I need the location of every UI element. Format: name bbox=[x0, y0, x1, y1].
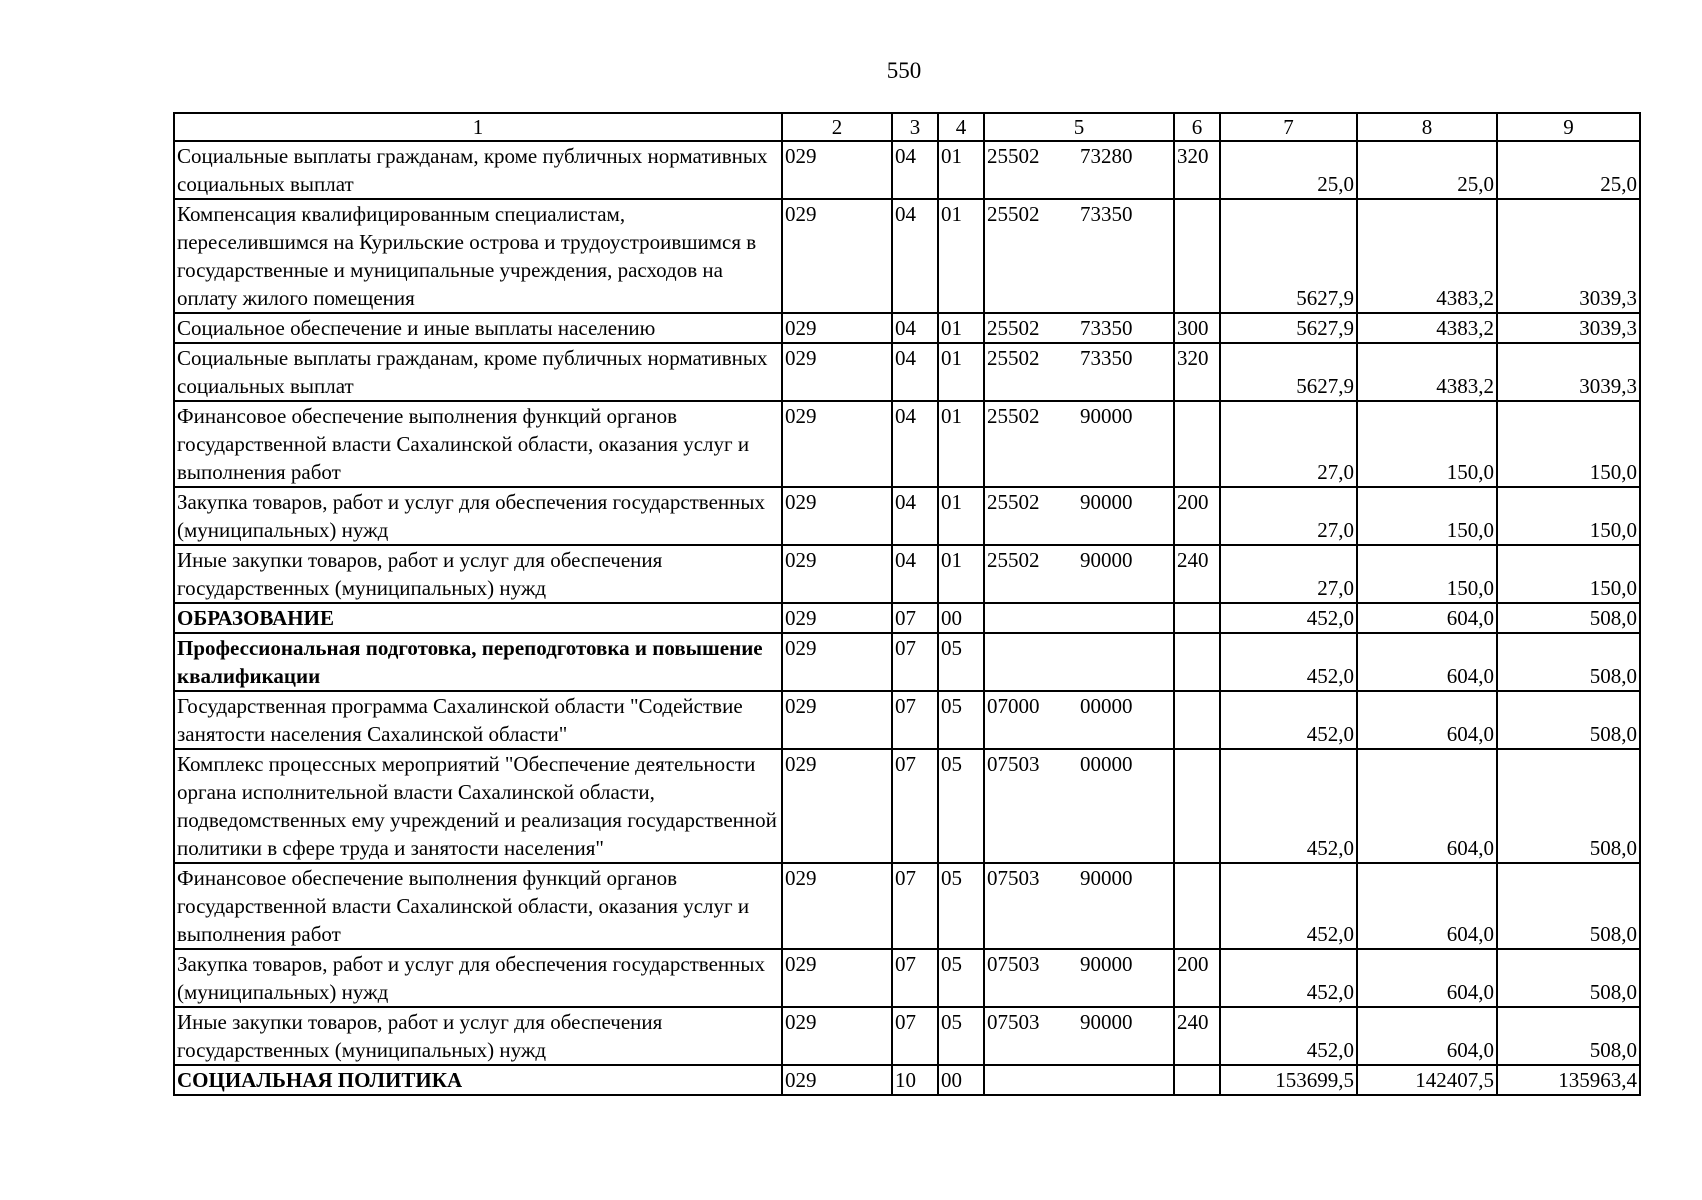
section-code-cell: 07 bbox=[892, 633, 938, 691]
amount-col8-cell: 150,0 bbox=[1357, 401, 1497, 487]
amount-col7-cell: 5627,9 bbox=[1220, 343, 1357, 401]
target-article-cell bbox=[984, 487, 1174, 545]
section-code-cell: 07 bbox=[892, 863, 938, 949]
admin-code-cell: 029 bbox=[782, 1007, 892, 1065]
direction-code: 00000 bbox=[1080, 752, 1133, 776]
table-row bbox=[174, 863, 1640, 949]
amount-col8-cell: 604,0 bbox=[1357, 603, 1497, 633]
amount-col9-cell: 508,0 bbox=[1497, 633, 1640, 691]
amount-col7-cell: 452,0 bbox=[1220, 633, 1357, 691]
subsection-code-cell: 01 bbox=[938, 199, 984, 313]
program-code: 07503 bbox=[987, 866, 1040, 890]
table-row bbox=[174, 749, 1640, 863]
admin-code-cell: 029 bbox=[782, 603, 892, 633]
direction-code: 73350 bbox=[1080, 202, 1133, 226]
expense-type-cell bbox=[1174, 633, 1220, 691]
subsection-code-cell: 05 bbox=[938, 1007, 984, 1065]
amount-col9-cell: 508,0 bbox=[1497, 949, 1640, 1007]
amount-col8-cell: 4383,2 bbox=[1357, 199, 1497, 313]
expense-type-cell: 200 bbox=[1174, 487, 1220, 545]
target-article-cell bbox=[984, 199, 1174, 313]
amount-col9-cell: 135963,4 bbox=[1497, 1065, 1640, 1095]
table-row bbox=[174, 603, 1640, 633]
admin-code-cell: 029 bbox=[782, 691, 892, 749]
expense-type-cell: 240 bbox=[1174, 545, 1220, 603]
column-header: 8 bbox=[1357, 113, 1497, 141]
admin-code-cell: 029 bbox=[782, 343, 892, 401]
row-name-cell: ОБРАЗОВАНИЕ bbox=[174, 603, 782, 633]
column-header: 4 bbox=[938, 113, 984, 141]
amount-col9-cell: 508,0 bbox=[1497, 863, 1640, 949]
amount-col7-cell: 452,0 bbox=[1220, 1007, 1357, 1065]
program-code: 25502 bbox=[987, 548, 1040, 572]
table-row bbox=[174, 633, 1640, 691]
subsection-code-cell: 01 bbox=[938, 487, 984, 545]
amount-col9-cell: 3039,3 bbox=[1497, 313, 1640, 343]
amount-col8-cell: 150,0 bbox=[1357, 487, 1497, 545]
column-header: 1 bbox=[174, 113, 782, 141]
amount-col7-cell: 5627,9 bbox=[1220, 199, 1357, 313]
amount-col7-cell: 452,0 bbox=[1220, 603, 1357, 633]
direction-code: 90000 bbox=[1080, 548, 1133, 572]
amount-col7-cell: 452,0 bbox=[1220, 863, 1357, 949]
admin-code-cell: 029 bbox=[782, 949, 892, 1007]
direction-code: 73280 bbox=[1080, 144, 1133, 168]
row-name-cell: Иные закупки товаров, работ и услуг для обеспечения государственных (муниципальных) нужд bbox=[174, 545, 782, 603]
program-code: 07503 bbox=[987, 952, 1040, 976]
table-row bbox=[174, 691, 1640, 749]
direction-code: 00000 bbox=[1080, 694, 1133, 718]
program-code: 25502 bbox=[987, 144, 1040, 168]
column-header: 6 bbox=[1174, 113, 1220, 141]
subsection-code-cell: 05 bbox=[938, 949, 984, 1007]
program-code: 25502 bbox=[987, 202, 1040, 226]
amount-col9-cell: 150,0 bbox=[1497, 401, 1640, 487]
row-name-cell: Социальные выплаты гражданам, кроме публичных нормативных социальных выплат bbox=[174, 343, 782, 401]
row-name-cell: Комплекс процессных мероприятий "Обеспечение деятельности органа исполнительной власти Сахалинской области, подведомственных ему учреждений и реализация государственной политики в сфере труда и занятости населения" bbox=[174, 749, 782, 863]
row-name-cell: Социальные выплаты гражданам, кроме публичных нормативных социальных выплат bbox=[174, 141, 782, 199]
row-name-cell: Профессиональная подготовка, переподготовка и повышение квалификации bbox=[174, 633, 782, 691]
target-article-cell bbox=[984, 749, 1174, 863]
amount-col8-cell: 604,0 bbox=[1357, 949, 1497, 1007]
row-name-cell: Иные закупки товаров, работ и услуг для обеспечения государственных (муниципальных) нужд bbox=[174, 1007, 782, 1065]
table-row bbox=[174, 343, 1640, 401]
row-name-cell: СОЦИАЛЬНАЯ ПОЛИТИКА bbox=[174, 1065, 782, 1095]
subsection-code-cell: 05 bbox=[938, 863, 984, 949]
expense-type-cell bbox=[1174, 749, 1220, 863]
table-row bbox=[174, 1065, 1640, 1095]
direction-code: 73350 bbox=[1080, 316, 1133, 340]
admin-code-cell: 029 bbox=[782, 863, 892, 949]
subsection-code-cell: 01 bbox=[938, 401, 984, 487]
admin-code-cell: 029 bbox=[782, 313, 892, 343]
expense-type-cell bbox=[1174, 603, 1220, 633]
amount-col7-cell: 452,0 bbox=[1220, 749, 1357, 863]
target-article-cell bbox=[984, 949, 1174, 1007]
admin-code-cell: 029 bbox=[782, 487, 892, 545]
subsection-code-cell: 01 bbox=[938, 141, 984, 199]
target-article-cell bbox=[984, 343, 1174, 401]
admin-code-cell: 029 bbox=[782, 1065, 892, 1095]
target-article-cell bbox=[984, 603, 1174, 633]
table-row bbox=[174, 313, 1640, 343]
amount-col7-cell: 5627,9 bbox=[1220, 313, 1357, 343]
admin-code-cell: 029 bbox=[782, 749, 892, 863]
amount-col9-cell: 150,0 bbox=[1497, 487, 1640, 545]
amount-col8-cell: 604,0 bbox=[1357, 633, 1497, 691]
row-name-cell: Государственная программа Сахалинской области "Содействие занятости населения Сахалинской области" bbox=[174, 691, 782, 749]
amount-col7-cell: 27,0 bbox=[1220, 545, 1357, 603]
amount-col9-cell: 25,0 bbox=[1497, 141, 1640, 199]
amount-col8-cell: 604,0 bbox=[1357, 1007, 1497, 1065]
target-article-cell bbox=[984, 401, 1174, 487]
amount-col9-cell: 3039,3 bbox=[1497, 199, 1640, 313]
target-article-cell bbox=[984, 545, 1174, 603]
row-name-cell: Компенсация квалифицированным специалистам, переселившимся на Курильские острова и трудоустроившимся в государственные и муниципальные учреждения, расходов на оплату жилого помещения bbox=[174, 199, 782, 313]
table-row bbox=[174, 141, 1640, 199]
program-code: 25502 bbox=[987, 316, 1040, 340]
amount-col7-cell: 153699,5 bbox=[1220, 1065, 1357, 1095]
column-header: 2 bbox=[782, 113, 892, 141]
amount-col7-cell: 27,0 bbox=[1220, 487, 1357, 545]
expense-type-cell bbox=[1174, 1065, 1220, 1095]
admin-code-cell: 029 bbox=[782, 141, 892, 199]
section-code-cell: 04 bbox=[892, 343, 938, 401]
amount-col9-cell: 508,0 bbox=[1497, 749, 1640, 863]
admin-code-cell: 029 bbox=[782, 633, 892, 691]
program-code: 07000 bbox=[987, 694, 1040, 718]
row-name-cell: Финансовое обеспечение выполнения функций органов государственной власти Сахалинской области, оказания услуг и выполнения работ bbox=[174, 863, 782, 949]
row-name-cell: Закупка товаров, работ и услуг для обеспечения государственных (муниципальных) нужд bbox=[174, 487, 782, 545]
subsection-code-cell: 00 bbox=[938, 1065, 984, 1095]
subsection-code-cell: 01 bbox=[938, 313, 984, 343]
direction-code: 73350 bbox=[1080, 346, 1133, 370]
amount-col8-cell: 4383,2 bbox=[1357, 313, 1497, 343]
section-code-cell: 07 bbox=[892, 949, 938, 1007]
section-code-cell: 10 bbox=[892, 1065, 938, 1095]
expense-type-cell bbox=[1174, 199, 1220, 313]
section-code-cell: 04 bbox=[892, 487, 938, 545]
direction-code: 90000 bbox=[1080, 404, 1133, 428]
subsection-code-cell: 05 bbox=[938, 749, 984, 863]
table-body bbox=[174, 113, 1640, 1095]
program-code: 25502 bbox=[987, 346, 1040, 370]
amount-col9-cell: 508,0 bbox=[1497, 1007, 1640, 1065]
target-article-cell bbox=[984, 141, 1174, 199]
amount-col9-cell: 3039,3 bbox=[1497, 343, 1640, 401]
amount-col7-cell: 452,0 bbox=[1220, 949, 1357, 1007]
section-code-cell: 04 bbox=[892, 545, 938, 603]
amount-col7-cell: 452,0 bbox=[1220, 691, 1357, 749]
expense-type-cell: 240 bbox=[1174, 1007, 1220, 1065]
target-article-cell bbox=[984, 691, 1174, 749]
row-name-cell: Закупка товаров, работ и услуг для обеспечения государственных (муниципальных) нужд bbox=[174, 949, 782, 1007]
target-article-cell bbox=[984, 1007, 1174, 1065]
table-row bbox=[174, 949, 1640, 1007]
section-code-cell: 07 bbox=[892, 691, 938, 749]
amount-col9-cell: 508,0 bbox=[1497, 603, 1640, 633]
amount-col8-cell: 4383,2 bbox=[1357, 343, 1497, 401]
program-code: 25502 bbox=[987, 490, 1040, 514]
expense-type-cell bbox=[1174, 691, 1220, 749]
program-code: 07503 bbox=[987, 1010, 1040, 1034]
row-name-cell: Финансовое обеспечение выполнения функций органов государственной власти Сахалинской области, оказания услуг и выполнения работ bbox=[174, 401, 782, 487]
table-row bbox=[174, 487, 1640, 545]
direction-code: 90000 bbox=[1080, 952, 1133, 976]
amount-col8-cell: 150,0 bbox=[1357, 545, 1497, 603]
subsection-code-cell: 00 bbox=[938, 603, 984, 633]
amount-col9-cell: 150,0 bbox=[1497, 545, 1640, 603]
amount-col9-cell: 508,0 bbox=[1497, 691, 1640, 749]
amount-col7-cell: 25,0 bbox=[1220, 141, 1357, 199]
expense-type-cell: 320 bbox=[1174, 141, 1220, 199]
program-code: 07503 bbox=[987, 752, 1040, 776]
column-header: 5 bbox=[984, 113, 1174, 141]
subsection-code-cell: 05 bbox=[938, 633, 984, 691]
admin-code-cell: 029 bbox=[782, 545, 892, 603]
section-code-cell: 07 bbox=[892, 1007, 938, 1065]
direction-code: 90000 bbox=[1080, 1010, 1133, 1034]
column-header: 9 bbox=[1497, 113, 1640, 141]
section-code-cell: 04 bbox=[892, 199, 938, 313]
column-header: 3 bbox=[892, 113, 938, 141]
subsection-code-cell: 01 bbox=[938, 545, 984, 603]
amount-col8-cell: 25,0 bbox=[1357, 141, 1497, 199]
admin-code-cell: 029 bbox=[782, 401, 892, 487]
expense-type-cell bbox=[1174, 863, 1220, 949]
target-article-cell bbox=[984, 1065, 1174, 1095]
table-row bbox=[174, 545, 1640, 603]
admin-code-cell: 029 bbox=[782, 199, 892, 313]
subsection-code-cell: 01 bbox=[938, 343, 984, 401]
section-code-cell: 04 bbox=[892, 141, 938, 199]
section-code-cell: 04 bbox=[892, 313, 938, 343]
table-row bbox=[174, 199, 1640, 313]
section-code-cell: 04 bbox=[892, 401, 938, 487]
table-row bbox=[174, 1007, 1640, 1065]
subsection-code-cell: 05 bbox=[938, 691, 984, 749]
row-name-cell: Социальное обеспечение и иные выплаты населению bbox=[174, 313, 782, 343]
table-row bbox=[174, 401, 1640, 487]
expense-type-cell: 200 bbox=[1174, 949, 1220, 1007]
column-header: 7 bbox=[1220, 113, 1357, 141]
target-article-cell bbox=[984, 863, 1174, 949]
amount-col8-cell: 604,0 bbox=[1357, 691, 1497, 749]
page-number: 550 bbox=[886, 58, 922, 83]
budget-table bbox=[173, 112, 1641, 1096]
amount-col8-cell: 142407,5 bbox=[1357, 1065, 1497, 1095]
expense-type-cell: 320 bbox=[1174, 343, 1220, 401]
target-article-cell bbox=[984, 313, 1174, 343]
expense-type-cell bbox=[1174, 401, 1220, 487]
column-header-row bbox=[174, 113, 1640, 141]
amount-col8-cell: 604,0 bbox=[1357, 749, 1497, 863]
amount-col8-cell: 604,0 bbox=[1357, 863, 1497, 949]
section-code-cell: 07 bbox=[892, 749, 938, 863]
program-code: 25502 bbox=[987, 404, 1040, 428]
amount-col7-cell: 27,0 bbox=[1220, 401, 1357, 487]
direction-code: 90000 bbox=[1080, 866, 1133, 890]
direction-code: 90000 bbox=[1080, 490, 1133, 514]
expense-type-cell: 300 bbox=[1174, 313, 1220, 343]
section-code-cell: 07 bbox=[892, 603, 938, 633]
target-article-cell bbox=[984, 633, 1174, 691]
